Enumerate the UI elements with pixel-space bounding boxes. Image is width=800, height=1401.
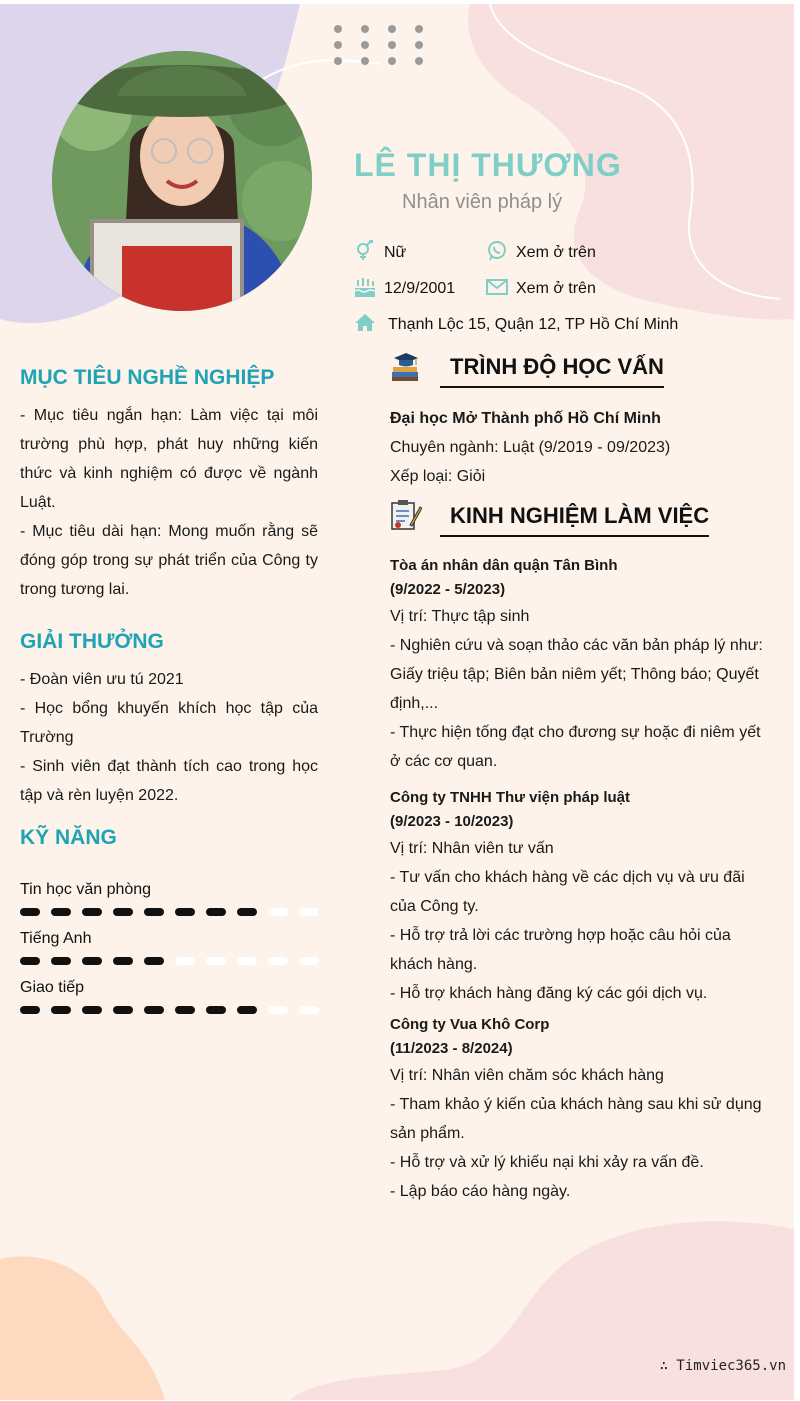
award-item: - Học bổng khuyến khích học tập của Trường <box>20 700 318 746</box>
award-item: - Đoàn viên ưu tú 2021 <box>20 671 184 688</box>
skill-dash-empty <box>299 957 319 965</box>
education-body <box>390 404 770 491</box>
birthday-cake-icon <box>354 276 376 298</box>
skill-dash-filled <box>51 957 71 965</box>
company-name: Công ty Vua Khô Corp <box>390 1016 550 1033</box>
skill-dash-filled <box>144 957 164 965</box>
job-period: (9/2022 - 5/2023) <box>390 581 506 598</box>
skill-dash-filled <box>113 957 133 965</box>
major: Chuyên ngành: Luật (9/2019 - 09/2023) <box>390 439 671 456</box>
skill-dash-empty <box>206 957 226 965</box>
skill-dash-filled <box>237 908 257 916</box>
awards-title: GIẢI THƯỞNG <box>20 630 164 653</box>
skill-dash-filled <box>82 908 102 916</box>
profile-name: LÊ THỊ THƯƠNG <box>354 147 622 183</box>
skill-level-bar <box>20 1005 320 1015</box>
experience-title: KINH NGHIỆM LÀM VIỆC <box>440 503 709 537</box>
gender-value: Nữ <box>384 244 407 261</box>
skill-dash-empty <box>299 908 319 916</box>
education-title: TRÌNH ĐỘ HỌC VẤN <box>440 354 664 388</box>
skill-dash-empty <box>268 1006 288 1014</box>
skill-dash-filled <box>237 1006 257 1014</box>
footer-brand[interactable]: ∴ Timviec365.vn <box>659 1358 786 1374</box>
skill-english <box>20 930 320 948</box>
objective-text <box>20 401 318 604</box>
skill-dash-filled <box>144 908 164 916</box>
dots-decoration <box>333 24 429 68</box>
phone-value: Xem ở trên <box>516 244 596 261</box>
objective-short-term: - Mục tiêu ngắn hạn: Làm việc tại môi trường phù hợp, phát huy những kiến thức và kinh nghiệm có được về ngành Luật. <box>20 407 318 511</box>
skill-dash-filled <box>175 908 195 916</box>
school-name: Đại học Mở Thành phố Hồ Chí Minh <box>390 410 661 427</box>
skill-dash-filled <box>206 1006 226 1014</box>
skill-dash-empty <box>299 1006 319 1014</box>
skill-dash-empty <box>268 908 288 916</box>
job-position: Vị trí: Nhân viên chăm sóc khách hàng <box>390 1067 664 1084</box>
skill-dash-filled <box>82 1006 102 1014</box>
address-value: Thạnh Lộc 15, Quận 12, TP Hồ Chí Minh <box>388 316 679 333</box>
job-task: - Hỗ trợ khách hàng đăng ký các gói dịch vụ. <box>390 985 708 1002</box>
gender-female-icon <box>354 240 376 262</box>
skill-office <box>20 881 320 899</box>
cv-page <box>0 4 794 1400</box>
skill-level-bar <box>20 956 320 966</box>
email-value: Xem ở trên <box>516 280 596 297</box>
skill-dash-filled <box>206 908 226 916</box>
skill-dash-filled <box>51 908 71 916</box>
job-period: (11/2023 - 8/2024) <box>390 1040 513 1057</box>
skill-level-bar <box>20 907 320 917</box>
job-task: - Hỗ trợ và xử lý khiếu nại khi xảy ra vấn đề. <box>390 1154 704 1171</box>
job-task: - Nghiên cứu và soạn thảo các văn bản pháp lý như: Giấy triệu tập; Biên bản niêm yết; Thông báo; Quyết định,... <box>390 637 763 712</box>
rank: Xếp loại: Giỏi <box>390 468 486 485</box>
job-position: Vị trí: Nhân viên tư vấn <box>390 840 554 857</box>
job-task: - Tư vấn cho khách hàng về các dịch vụ và ưu đãi của Công ty. <box>390 869 745 915</box>
job-entry <box>390 554 770 776</box>
skill-communication <box>20 979 320 997</box>
skill-dash-empty <box>237 957 257 965</box>
job-task: - Lập báo cáo hàng ngày. <box>390 1183 571 1200</box>
birthday-value: 12/9/2001 <box>384 280 456 297</box>
job-position: Vị trí: Thực tập sinh <box>390 608 530 625</box>
skill-dash-filled <box>175 1006 195 1014</box>
company-name: Công ty TNHH Thư viện pháp luật <box>390 789 631 806</box>
graduation-books-icon <box>390 350 422 382</box>
whatsapp-icon <box>486 240 508 262</box>
award-item: - Sinh viên đạt thành tích cao trong học tập và rèn luyện 2022. <box>20 758 318 804</box>
job-task: - Hỗ trợ trả lời các trường hợp hoặc câu hỏi của khách hàng. <box>390 927 731 973</box>
job-title: Nhân viên pháp lý <box>402 191 563 213</box>
awards-text <box>20 665 318 810</box>
clipboard-pen-icon <box>390 499 422 531</box>
skill-dash-filled <box>20 957 40 965</box>
skill-name: Tiếng Anh <box>20 930 92 947</box>
skill-dash-filled <box>144 1006 164 1014</box>
skills-title: KỸ NĂNG <box>20 826 117 849</box>
skill-dash-filled <box>20 1006 40 1014</box>
skill-dash-empty <box>175 957 195 965</box>
company-name: Tòa án nhân dân quận Tân Bình <box>390 557 618 574</box>
skill-dash-empty <box>268 957 288 965</box>
avatar <box>52 51 312 311</box>
job-entry <box>390 1013 770 1206</box>
skill-name: Tin học văn phòng <box>20 881 152 898</box>
skill-dash-filled <box>51 1006 71 1014</box>
objective-long-term: - Mục tiêu dài hạn: Mong muốn rằng sẽ đóng góp trong sự phát triển của Công ty trong tương lai. <box>20 523 318 598</box>
home-icon <box>354 312 376 334</box>
skill-dash-filled <box>113 908 133 916</box>
job-task: - Thực hiện tống đạt cho đương sự hoặc đi niêm yết ở các cơ quan. <box>390 724 761 770</box>
job-period: (9/2023 - 10/2023) <box>390 813 514 830</box>
job-task: - Tham khảo ý kiến của khách hàng sau khi sử dụng sản phẩm. <box>390 1096 762 1142</box>
skill-dash-filled <box>20 908 40 916</box>
job-entry <box>390 786 770 1008</box>
envelope-icon <box>486 276 508 298</box>
skill-dash-filled <box>82 957 102 965</box>
portrait-photo <box>52 51 312 311</box>
skill-name: Giao tiếp <box>20 979 85 996</box>
objective-title: MỤC TIÊU NGHỀ NGHIỆP <box>20 366 275 389</box>
skill-dash-filled <box>113 1006 133 1014</box>
